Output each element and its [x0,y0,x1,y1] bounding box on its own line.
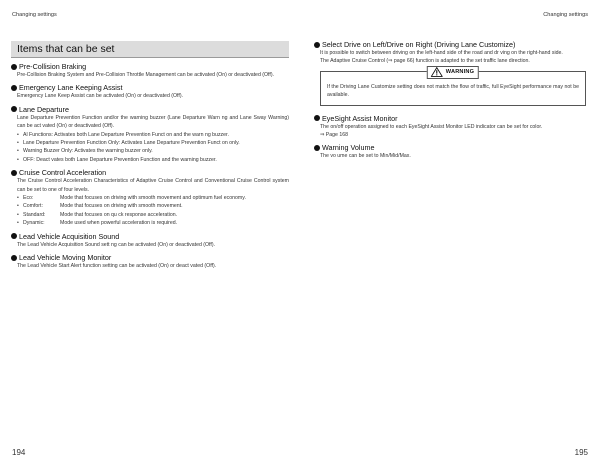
section-body: The Adaptive Cruise Control (⇒ page 66) function is adapted to the set traffic lane direction. [320,58,530,65]
warning-label: WARNING [427,66,479,79]
running-header-right: Changing settings [543,12,588,18]
section-title-lane-departure [11,105,289,114]
section-body: The Lead Vehicle Acquisition Sound sett ng can be activated (On) or deactivated (Off). [17,241,216,248]
section-title-warning-volume [314,143,586,152]
left-page-column [11,40,289,271]
bullet-icon [314,42,320,48]
section-body: The Lead Vehicle Start Alert function setting can be activated (On) or deact vated (Off). [17,263,217,270]
bullet-icon [314,115,320,121]
bullet-icon [11,64,17,70]
section-body: Lane Departure Prevention Function and/or the warning buzzer (Lane Departure Warn ng and Lane Sway Warning) can be act vated (On) or deactivated (Off). [17,114,289,130]
section-body: Emergency Lane Keep Assist can be activated (On) or deactivated (Off). [17,93,183,100]
right-page-column [314,40,586,161]
section-body: Pre-Collision Braking System and Pre-Collision Throttle Management can be activated (On) or deactivated (Off). [17,72,274,78]
section-title-cruise-control [11,168,289,177]
section-title-emergency-lane [11,83,289,92]
mode-row: • Eco: Mode that focuses on driving with smooth movement and optimum fuel economy. [17,195,246,202]
warning-text: If the Driving Lane Customize setting does not match the flow of traffic, full EyeSight performance may not be available. [327,83,579,99]
section-body: The Cruise Control Acceleration Characteristics of Adaptive Cruise Control and Conventional Cruise Control system can be set to one of four levels. [17,178,289,193]
list-item: • Lane Departure Prevention Function Only: Activates Lane Departure Prevention Funct on only. [17,140,240,147]
section-title-drive-side [314,40,586,49]
list-item: • Al Functions: Activates both Lane Departure Prevention Funct on and the warn ng buzzer. [17,131,229,138]
page-number-right: 195 [574,448,588,457]
section-title-text: Emergency Lane Keeping Assist [19,83,123,93]
bullet-icon [11,106,17,112]
section-banner: Items that can be set [11,41,289,58]
section-title-text: Lane Departure [19,104,69,114]
bullet-icon [11,233,17,239]
section-title-text: Cruise Control Acceleration [19,168,107,178]
section-title-text: Lead Vehicle Moving Monitor [19,253,112,263]
section-body: The on/off operation assigned to each EyeSight Assist Monitor LED indicator can be set for color. [320,123,543,130]
running-header-left: Changing settings [12,12,57,18]
section-title-moving-monitor [11,253,289,262]
mode-row: • Standard: Mode that focuses on qu ck response acceleration. [17,211,178,218]
mode-row: • Comfort: Mode that focuses on driving with smooth movement. [17,203,183,210]
warning-triangle-icon [431,67,443,77]
list-item: • Warning Buzzer Only: Activates the warning buzzer only. [17,148,153,155]
bullet-icon [11,170,17,176]
section-title-acquisition-sound [11,232,289,241]
section-body: The vo ume can be set to Min/Mid/Max. [320,153,411,160]
section-title-text: EyeSight Assist Monitor [322,113,398,123]
section-body: It is possible to switch between driving on the left-hand side of the road and dr ving on the right-hand side. [320,50,563,56]
section-title-text: Lead Vehicle Acquisition Sound [19,231,120,241]
section-title-text: Select Drive on Left/Drive on Right (Driving Lane Customize) [322,40,516,49]
section-title-pre-collision [11,62,289,71]
section-title-text: Warning Volume [322,143,375,153]
mode-row: • Dynamic: Mode used when powerful acceleration is required. [17,220,178,227]
page-number-left: 194 [12,448,26,457]
bullet-icon [11,255,17,261]
section-title-text: Pre-Collision Braking [19,62,87,71]
warning-box [320,71,586,106]
bullet-icon [11,85,17,91]
bullet-icon [314,145,320,151]
section-title-eyesight-monitor [314,114,586,123]
list-item: • OFF: Deact vates both Lane Departure Prevention Function and the warning buzzer. [17,156,217,163]
page-reference: ⇒ Page 168 [320,132,348,139]
